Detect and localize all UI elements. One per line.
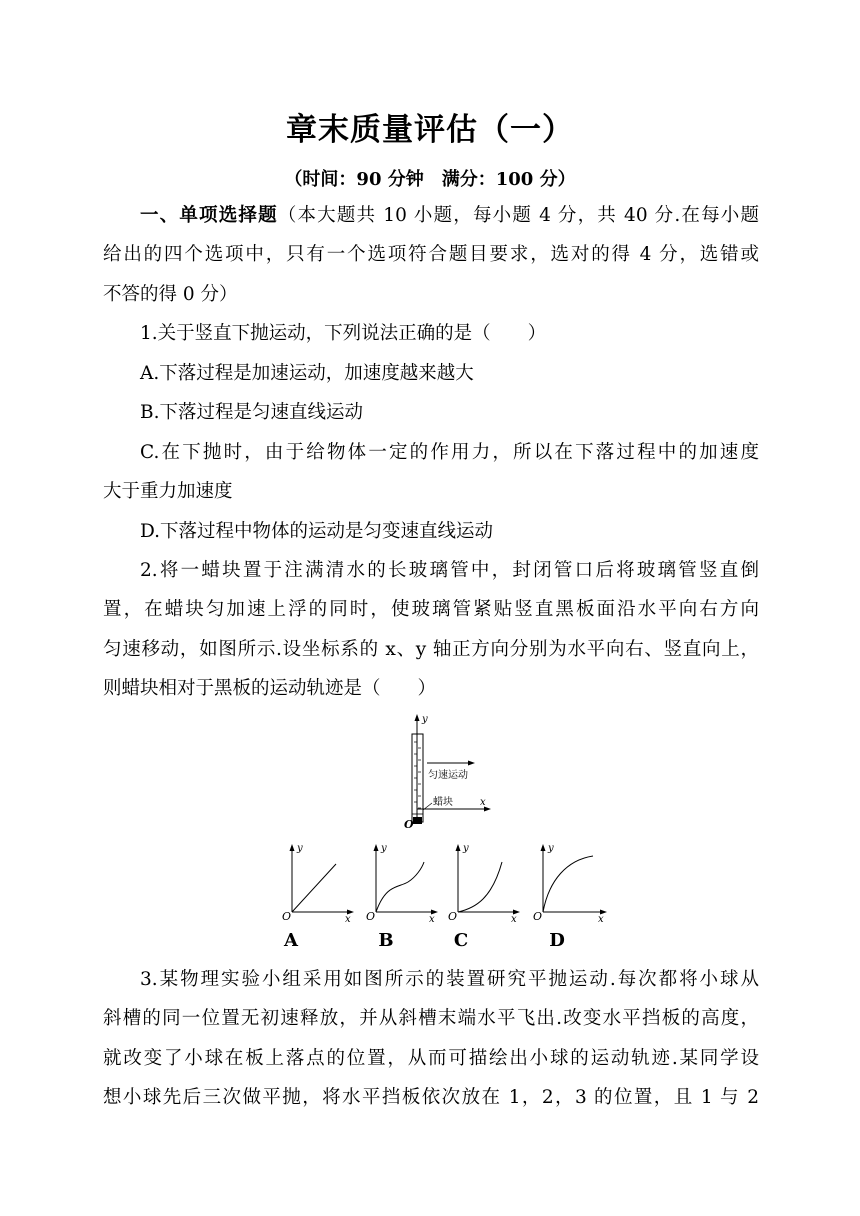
- graph-d-curve: [543, 856, 593, 912]
- graph-a: [280, 840, 360, 922]
- q1-option-d: D.下落过程中物体的运动是匀变速直线运动: [140, 521, 494, 542]
- graph-d-x-label: x: [598, 914, 604, 922]
- tube-setup-figure: [395, 712, 505, 834]
- q2-line-1: 2.将一蜡块置于注满清水的长玻璃管中，封闭管口后将玻璃管竖直倒: [140, 560, 759, 581]
- q2-line-2: 置，在蜡块匀加速上浮的同时，使玻璃管紧贴竖直黑板面沿水平向右方向: [103, 599, 759, 620]
- uniform-motion-label: 匀速运动: [428, 770, 468, 781]
- section-heading: 一、单项选择题: [140, 205, 278, 226]
- graph-a-origin: O: [282, 910, 292, 922]
- graph-c-origin: O: [448, 910, 458, 922]
- graph-c-curve: [458, 862, 502, 912]
- q3-line-1: 3.某物理实验小组采用如图所示的装置研究平抛运动.每次都将小球从: [140, 969, 759, 990]
- graph-c: [446, 840, 526, 922]
- option-label-b: B: [378, 930, 394, 951]
- graph-a-curve: [292, 864, 336, 912]
- wax-block-label: 蜡块: [433, 797, 453, 808]
- exam-info: （时间：90 分钟 满分：100 分）: [284, 169, 576, 190]
- graph-d-origin: O: [533, 910, 543, 922]
- wax-block: [413, 817, 422, 824]
- section-intro-line-2: 给出的四个选项中，只有一个选项符合题目要求，选对的得 4 分，选错或: [103, 244, 759, 265]
- option-label-d: D: [549, 930, 565, 951]
- page-title: 章末质量评估（一）: [286, 112, 574, 148]
- tube-origin-label: O: [404, 818, 414, 831]
- graph-b-curve: [376, 862, 424, 912]
- section-intro-line-3: 不答的得 0 分）: [103, 284, 238, 305]
- graph-a-y-label: y: [297, 843, 303, 854]
- section-intro-text: （本大题共 10 小题，每小题 4 分，共 40 分.在每小题: [277, 205, 759, 226]
- q1-option-b: B.下落过程是匀速直线运动: [140, 402, 363, 423]
- graph-c-x-label: x: [511, 914, 517, 922]
- graph-b-origin: O: [366, 910, 376, 922]
- section-intro-line-1: [140, 204, 759, 228]
- q3-line-2: 斜槽的同一位置无初速释放，并从斜槽末端水平飞出.改变水平挡板的高度，: [103, 1008, 759, 1029]
- option-label-a: A: [284, 930, 298, 951]
- graph-b: [364, 840, 444, 922]
- q1-option-a: A.下落过程是加速运动，加速度越来越大: [140, 363, 474, 384]
- graph-b-x-label: x: [429, 914, 435, 922]
- graph-a-x-label: x: [345, 914, 351, 922]
- graph-d-y-label: y: [548, 843, 554, 854]
- q2-line-3: 匀速移动，如图所示.设坐标系的 x、y 轴正方向分别为水平向右、竖直向上，: [103, 639, 759, 660]
- graph-d: [531, 840, 613, 922]
- q3-line-3: 就改变了小球在板上落点的位置，从而可描绘出小球的运动轨迹.某同学设: [103, 1048, 759, 1069]
- q2-line-4: 则蜡块相对于黑板的运动轨迹是（ ）: [103, 678, 437, 699]
- tube-x-label: x: [480, 797, 486, 808]
- q1-stem: 1.关于竖直下抛运动，下列说法正确的是（ ）: [140, 323, 547, 344]
- tube-y-label: y: [422, 714, 428, 725]
- option-label-c: C: [453, 930, 469, 951]
- q3-line-4: 想小球先后三次做平抛，将水平挡板依次放在 1，2，3 的位置，且 1 与 2: [103, 1087, 759, 1108]
- graph-c-y-label: y: [463, 843, 469, 854]
- q1-option-c-line-2: 大于重力加速度: [103, 481, 233, 502]
- q1-option-c-line-1: C.在下抛时，由于给物体一定的作用力，所以在下落过程中的加速度: [140, 442, 759, 463]
- graph-b-y-label: y: [381, 843, 387, 854]
